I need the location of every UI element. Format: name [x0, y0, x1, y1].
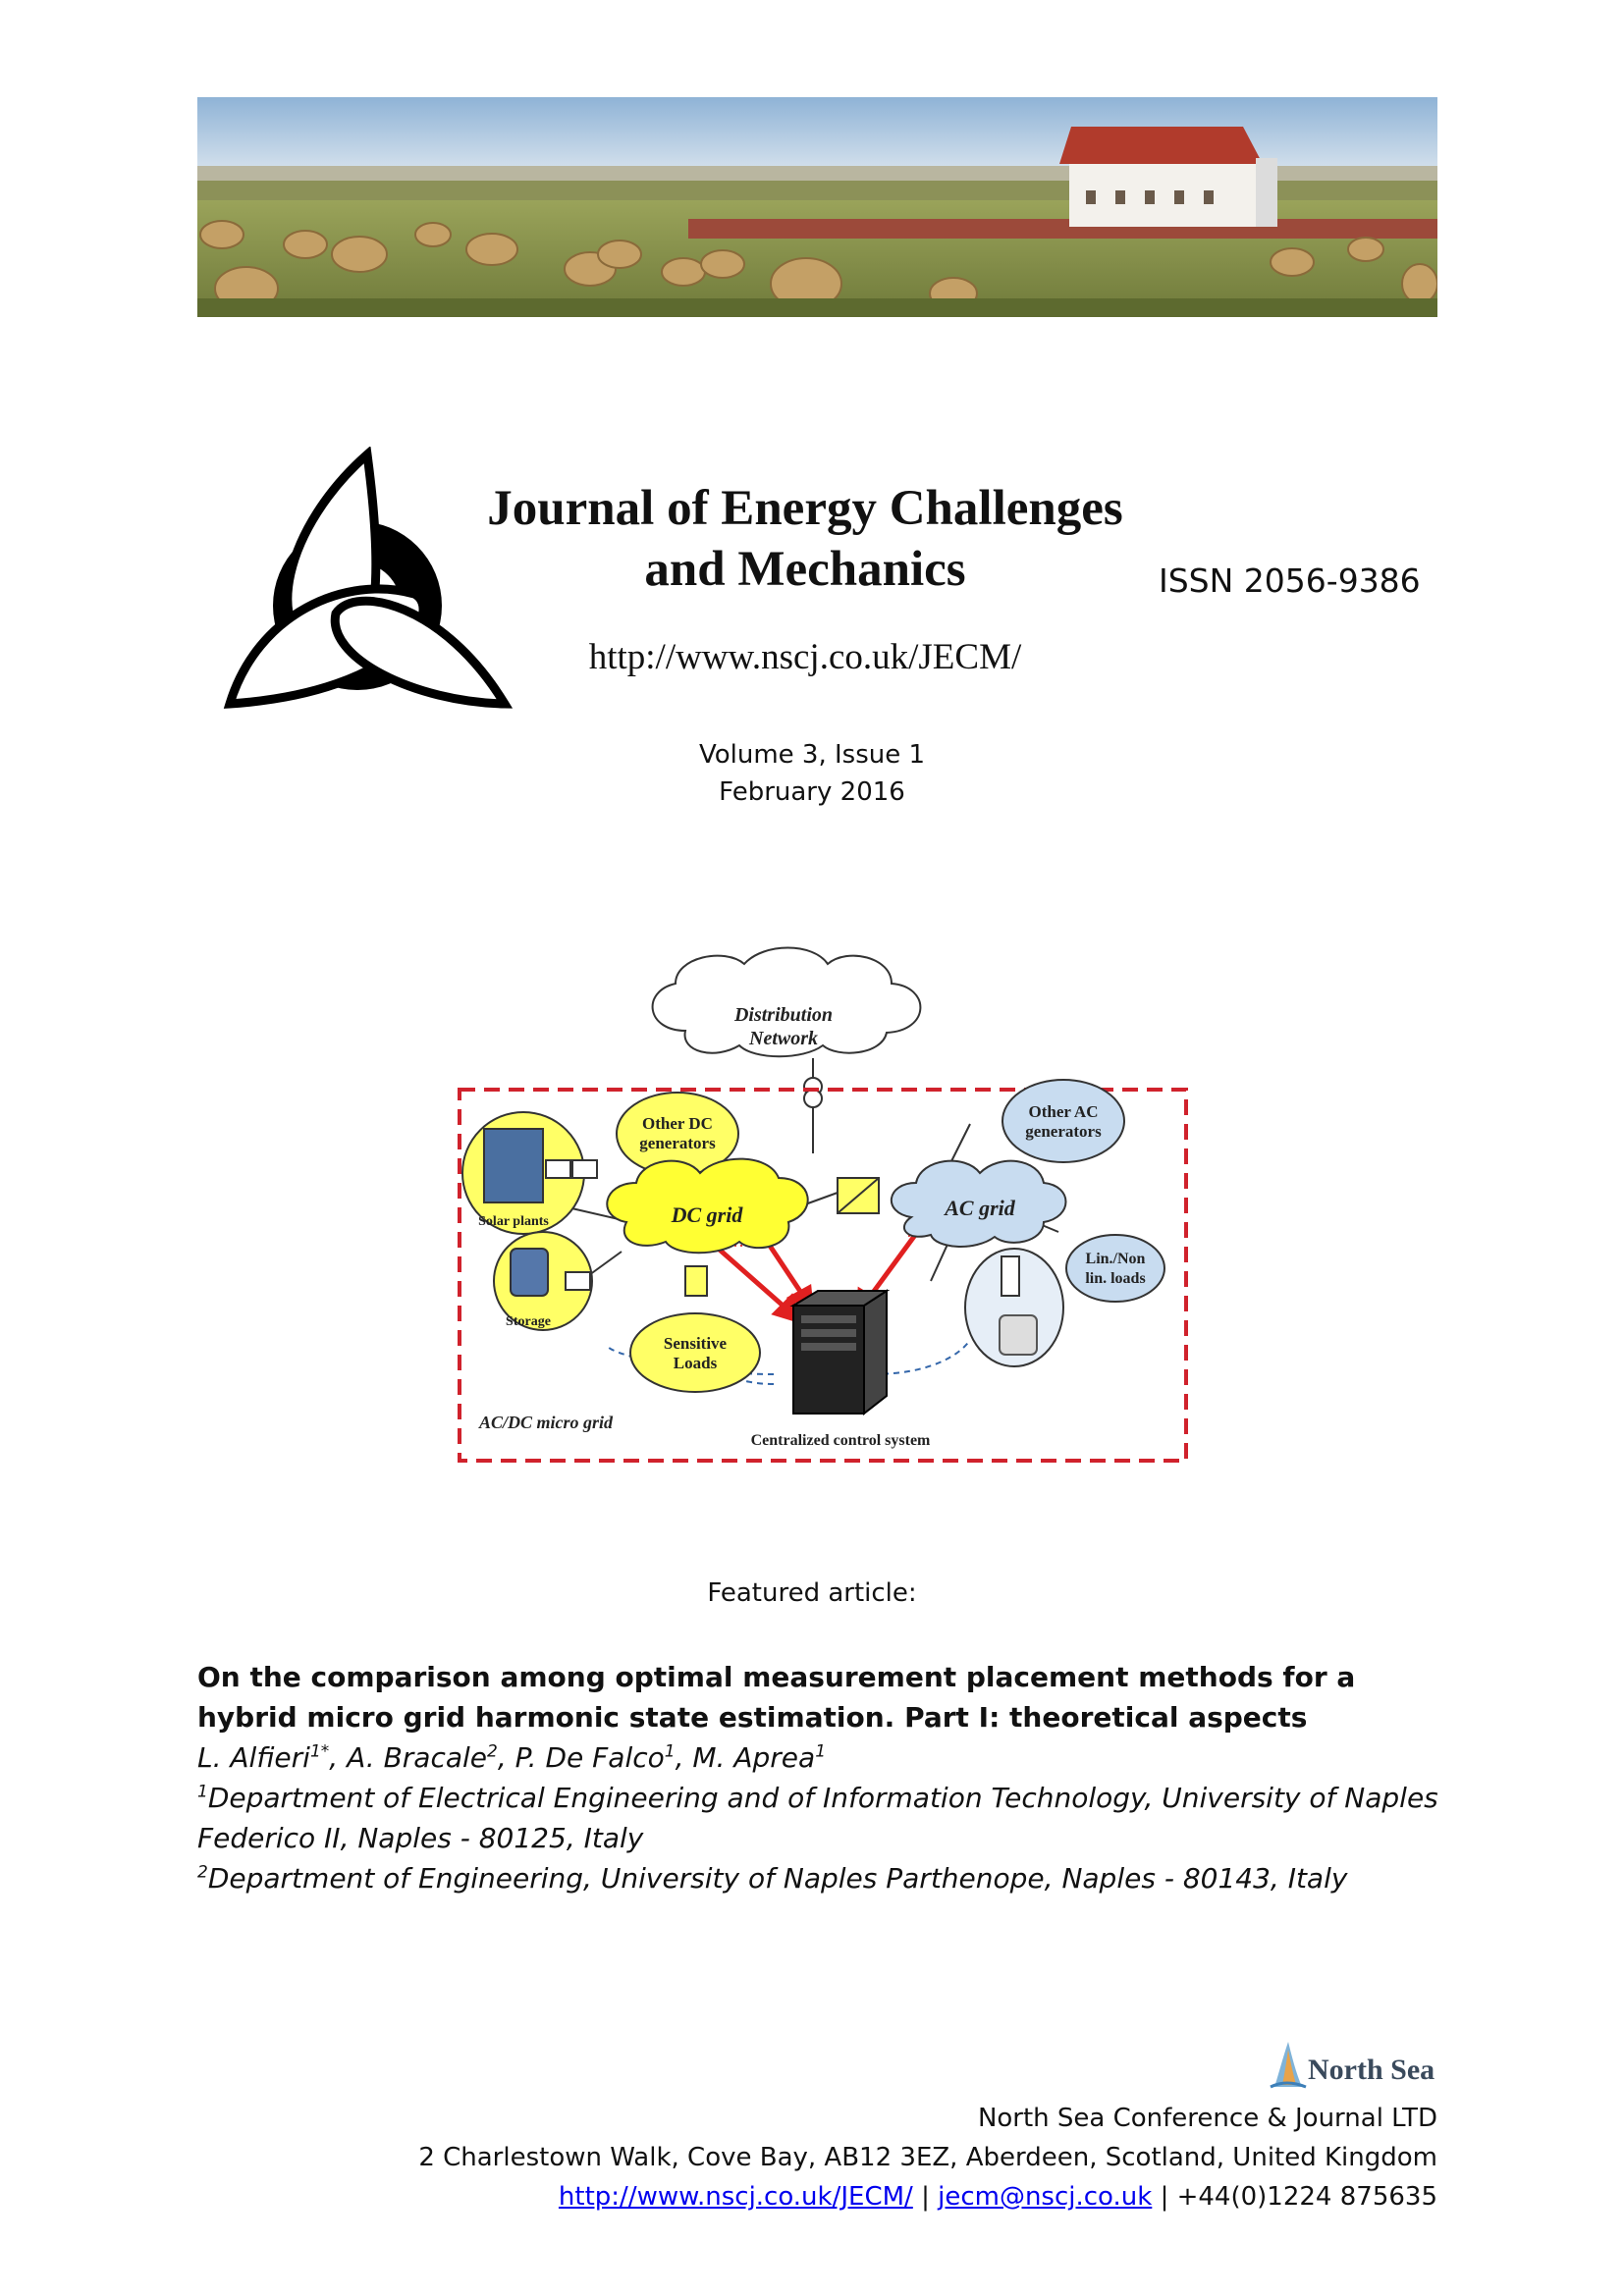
- affiliation-text: Department of Electrical Engineering and of Information Technology, University of Naples Federico II, Naples - 80125, Italy: [197, 1782, 1438, 1854]
- dc-converter-icon: [685, 1266, 707, 1296]
- sensitive-line1: Sensitive: [663, 1334, 728, 1353]
- lin-loads-line2: lin. loads: [1085, 1270, 1146, 1287]
- affiliation-sup: 2: [197, 1862, 208, 1883]
- north-sea-logo-text: North Sea: [1308, 2054, 1435, 2086]
- banner-photo: [197, 97, 1437, 317]
- micro-grid-label: AC/DC micro grid: [479, 1413, 614, 1432]
- author-sep: ,: [329, 1741, 348, 1774]
- author-list: [197, 1737, 1454, 1778]
- affiliation-2: [197, 1858, 1454, 1898]
- issn-label: ISSN 2056-9386: [1159, 561, 1421, 600]
- sensitive-loads-node: [630, 1313, 760, 1392]
- author-sup: 1*: [309, 1741, 330, 1762]
- author-sup: 1: [815, 1741, 827, 1762]
- journal-title-line2: and Mechanics: [644, 542, 966, 597]
- storage-label: Storage: [506, 1314, 551, 1329]
- author-sup: 1: [664, 1741, 676, 1762]
- author-name: A. Bracale: [347, 1741, 488, 1774]
- other-ac-line1: Other AC: [1028, 1102, 1099, 1121]
- footer-contacts: [196, 2177, 1437, 2216]
- solar-plants-label: Solar plants: [478, 1214, 549, 1229]
- other-dc-line2: generators: [639, 1134, 716, 1152]
- journal-link[interactable]: http://www.nscj.co.uk/JECM/: [558, 2182, 913, 2212]
- author-name: M. Aprea: [692, 1741, 816, 1774]
- phone-number: +44(0)1224 875635: [1176, 2182, 1437, 2212]
- email-link[interactable]: jecm@nscj.co.uk: [938, 2182, 1153, 2212]
- ac-device-node: [965, 1249, 1063, 1366]
- journal-url: http://www.nscj.co.uk/JECM/: [588, 637, 1022, 677]
- journal-title: [412, 478, 1198, 600]
- author-sup: 2: [487, 1741, 498, 1762]
- solar-plants-node: [462, 1112, 597, 1234]
- author-sep: ,: [675, 1741, 693, 1774]
- north-sea-logo: [1267, 2040, 1443, 2091]
- volume-issue: Volume 3, Issue 1: [698, 740, 926, 770]
- sail-icon: [1271, 2042, 1306, 2087]
- control-system-label: Centralized control system: [750, 1432, 931, 1449]
- dc-grid-label: DC grid: [671, 1202, 743, 1227]
- affiliation-sup: 1: [197, 1782, 208, 1802]
- issue-info: [0, 736, 1624, 811]
- other-ac-generators-node: [1002, 1080, 1124, 1162]
- footer: [196, 2099, 1437, 2216]
- other-dc-line1: Other DC: [642, 1114, 713, 1133]
- lin-loads-line1: Lin./Non: [1085, 1251, 1146, 1267]
- sensitive-line2: Loads: [673, 1354, 718, 1372]
- author-name: L. Alfieri: [197, 1741, 310, 1774]
- lin-loads-node: [1066, 1235, 1164, 1302]
- micro-grid-figure: [450, 942, 1196, 1472]
- issue-date: February 2016: [719, 777, 905, 807]
- footer-address: 2 Charlestown Walk, Cove Bay, AB12 3EZ, Aberdeen, Scotland, United Kingdom: [418, 2143, 1437, 2172]
- featured-article: [197, 1657, 1454, 1898]
- dc-grid-cloud: [607, 1159, 807, 1254]
- affiliation-1: [197, 1778, 1454, 1858]
- computer-icon: [793, 1291, 887, 1414]
- other-ac-line2: generators: [1025, 1122, 1102, 1141]
- footer-company: North Sea Conference & Journal LTD: [977, 2104, 1437, 2133]
- author-sep: ,: [497, 1741, 515, 1774]
- journal-title-line1: Journal of Energy Challenges: [487, 481, 1123, 536]
- author-name: P. De Falco: [514, 1741, 665, 1774]
- affiliation-text: Department of Engineering, University of Naples Parthenope, Naples - 80143, Italy: [207, 1862, 1348, 1895]
- ac-grid-cloud: [892, 1161, 1066, 1247]
- article-title: On the comparison among optimal measurement placement methods for a hybrid micro grid harmonic state estimation. Part I: theoretical aspects: [197, 1661, 1356, 1734]
- ac-grid-label: AC grid: [945, 1196, 1015, 1220]
- distribution-network-cloud: [653, 948, 921, 1057]
- cloud-label-line1: Distribution: [733, 1004, 834, 1026]
- footer-separator: |: [912, 2182, 939, 2212]
- footer-separator: |: [1152, 2182, 1177, 2212]
- featured-label: Featured article:: [707, 1578, 917, 1608]
- cloud-label-line2: Network: [749, 1028, 818, 1049]
- storage-node: [494, 1232, 592, 1330]
